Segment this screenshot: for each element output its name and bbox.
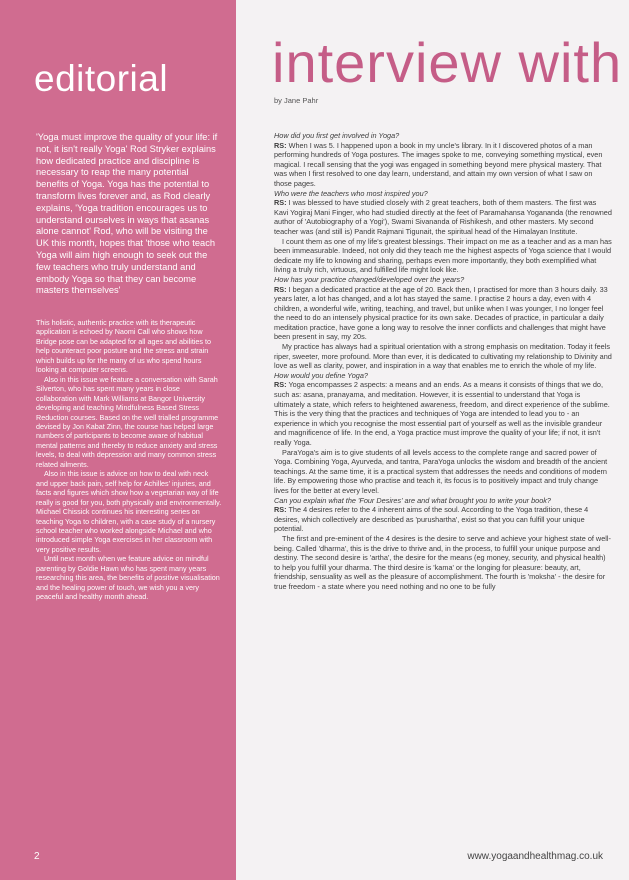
answer-text: The 4 desires refer to the 4 inherent aims of the soul. According to the Yoga tradition, these 4 desires, which collectively are described as 'purushartha', exist so that you can fulfill your unique potential. (274, 505, 589, 534)
interview-question: How has your practice changed/developed over the years? (274, 274, 465, 284)
editorial-sidebar (0, 0, 236, 880)
editorial-heading: editorial (34, 58, 169, 99)
editorial-paragraph: Until next month when we feature advice on mindful parenting by Goldie Hawn who has spent many years researching this area, the benefits of positive visualisation and the healing power of touch, we wish you a very peaceful and healthy month ahead. (36, 554, 220, 602)
interview-answer (274, 141, 612, 189)
answer-text: Yoga encompasses 2 aspects: a means and an ends. As a means it consists of things that we do, such as: asana, pranayama, and meditation. However, it is essential to understand that Yoga is ultimately a state, which refers to heightened awareness, freedom, and direct experience of the sublime. This is the very thing that the practices and techniques of Yoga are intended to lead you to - an experience in which you recognise the most essential part of yourself as well as the invisible grandeur and magnificence of life. In the end, a Yoga practice must improve the quality of your life; if not, it isn't really Yoga. (274, 380, 610, 447)
answer-continuation: I count them as one of my life's greatest blessings. Their impact on me as a teacher and as a man has been immeasurable. Indeed, not only did they teach me the highest aspects of Yoga science that I would dedicate my life to knowing and sharing, perhaps even more importantly, they both exemplified what living a truly rich, virtuous, and fulfilled life might look like. (274, 236, 612, 275)
interview-question: Can you explain what the 'Four Desires' are and what brought you to write your book? (274, 495, 551, 505)
editorial-body (36, 318, 222, 602)
speaker-initials: RS: (274, 505, 287, 515)
speaker-initials: RS: (274, 284, 287, 294)
interview-article (274, 131, 612, 592)
speaker-initials: RS: (274, 140, 287, 150)
interview-answer (274, 198, 612, 236)
editorial-paragraph: Also in this issue is advice on how to deal with neck and upper back pain, self help for Achilles' injuries, and facts and figures which show how a vegetarian way of life really is good for you, both physically and environmentally. Michael Chissick continues his interesting series on teaching Yoga to children, with a case study of a nursery school teacher who worked alongside Michael and who introduced simple Yoga exercises in her classroom with very positive results. (36, 469, 222, 554)
interview-question: Who were the teachers who most inspired you? (274, 188, 428, 198)
answer-text: I began a dedicated practice at the age of 20. Back then, I practised for more than 3 hours daily. 33 years later, a lot has changed, and a lot has stayed the same. I practise 2 hours a day, even with 4 children, a wonderful wife, writing, teaching, and travel, but unlike when I was younger, I no longer feel the need to do an intensely physical practice for its own sake. Decades of practice, in particular a daily meditation practice, have gone a long way to resolve the inner conflicts and challenges that might have been present in say, my 20s. (274, 284, 608, 342)
editorial-intro: 'Yoga must improve the quality of your life: if not, it isn't really Yoga' Rod Stryker explains how dedicated practice and discipline is necessary to reap the many potential benefits of Yoga. Yoga has the potential to transform lives forever and, as Rod clearly explains, 'Yoga tradition encourages us to understand ourselves in ways that asanas alone cannot' Rod, who will be visiting the UK this month, hopes that 'those who teach Yoga will aim high enough to seek out the few teachers who truly understand and embody Yoga so that they can become masters themselves' (36, 132, 218, 296)
answer-text: When I was 5. I happened upon a book in my uncle's library. In it I discovered photos of a man performing hundreds of Yoga postures. The images spoke to me, conveying something mystical, even magical. I recall sensing that the yogi was engaged in something beyond mere physical mastery. That was when I first resolved to one day learn, understand, and attain my own version of what I saw on those pages. (274, 140, 603, 188)
editorial-paragraph: Also in this issue we feature a conversation with Sarah Silverton, who has spent many years in close collaboration with Mark Williams at Bangor University developing and teaching Mindfulness Based Stress Reduction courses. Based on the well trialled programme devised by Jon Kabat Zinn, the course has helped large numbers of participants to become aware of habitual mental patterns and thereby to reduce anxiety and stress levels, to deal with depression and many common stress related ailments. (36, 374, 219, 469)
interview-question: How would you define Yoga? (274, 370, 368, 380)
speaker-initials: RS: (274, 198, 287, 208)
answer-text: I was blessed to have studied closely with 2 great teachers, both of them masters. The first was Kavi Yogiraj Mani Finger, who had studied directly at the feet of Paramahansa Yogananda (the renowned author of 'Autobiography of a Yogi'), Swami Sivananda of Rishikesh, and other masters. My second teacher was (and still is) Pandit Rajmani Tigunait, the spiritual head of the Himalayan Institute. (274, 198, 612, 236)
interview-answer (274, 285, 612, 343)
interview-heading: interview with (272, 31, 623, 94)
website-url[interactable]: www.yogaandhealthmag.co.uk (467, 851, 603, 862)
answer-continuation: ParaYoga's aim is to give students of all levels access to the complete range and sacred power of Yoga. Combining Yoga, Ayurveda, and tantra, ParaYoga unlocks the wisdom and breadth of the ancient teachings. At the same time, it is a practical system that addresses the needs and conditions of modern life. By empowering those who practise and teach it, its focus is to positively impact and truly change lives for the better at every level. (274, 447, 608, 495)
editorial-paragraph: This holistic, authentic practice with its therapeutic application is echoed by Naomi Call who shows how Bridge pose can be adapted for all ages and abilities to help counteract poor posture and the stress and strain which builds up for the many of us who spend hours looking at computer screens. (36, 318, 212, 375)
page-number: 2 (34, 851, 40, 862)
interview-question: How did you first get involved in Yoga? (274, 131, 400, 140)
answer-continuation: My practice has always had a spiritual orientation with a strong emphasis on meditation. Today it feels riper, sweeter, more profound. More than ever, it is dedicated to cultivating my relationship to Divinity and love as well as clarity, power, and inspiration in a way that enables me to enrich the whole of my life. (274, 342, 612, 371)
interview-answer (274, 505, 612, 534)
interview-answer (274, 380, 612, 447)
speaker-initials: RS: (274, 380, 287, 390)
answer-continuation: The first and pre-eminent of the 4 desires is the desire to serve and achieve your highest state of well-being. Called 'dharma', this is the drive to thrive and, in the process, to fulfill your unique purpose and destiny. The second desire is 'artha', the desire for the means (eg money, security, and physical health) to help you fulfill your dharma. The third desire is 'kama' or the longing for pleasure: beauty, art, friendship, sensuality as well as the pleasure of accomplishment. The fourth is 'moksha' - the desire for true freedom - a state where you need nothing and no one to be fully (274, 533, 611, 591)
byline: by Jane Pahr (274, 96, 319, 105)
